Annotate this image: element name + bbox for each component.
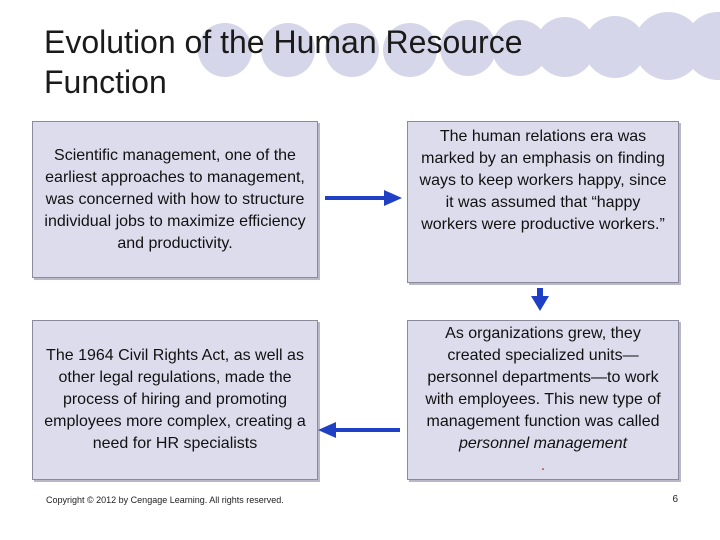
civil-rights-text: The 1964 Civil Rights Act, as well as other legal regulations, made the process of hiring and promoting employees more complex, creating a need for HR specialists — [44, 347, 306, 452]
copyright-footer: Copyright © 2012 by Cengage Learning. All rights reserved. — [46, 495, 284, 505]
scientific-management-box — [32, 121, 318, 278]
personnel-management-box — [407, 320, 679, 480]
personnel-term: personnel management — [458, 435, 628, 452]
arrow-left-icon — [318, 422, 400, 438]
page-number: 6 — [672, 494, 678, 505]
arrow-down-icon — [531, 288, 549, 311]
human-relations-box — [407, 121, 679, 283]
human-relations-text: The human relations era was marked by an emphasis on finding ways to keep workers happy, since it was assumed that “happy workers were productive workers.” — [419, 128, 667, 233]
personnel-management-text — [418, 323, 668, 477]
slide-title: Evolution of the Human Resource Function — [44, 24, 523, 100]
personnel-period: . — [540, 457, 546, 474]
personnel-prefix: As organizations grew, they created specialized units—personnel departments—to work with employees. This new type of management function was called — [425, 325, 661, 430]
arrow-right-icon — [325, 190, 402, 206]
civil-rights-box — [32, 320, 318, 480]
scientific-management-text: Scientific management, one of the earliest approaches to management, was concerned with how to structure individual jobs to maximize efficiency and productivity. — [44, 146, 306, 252]
